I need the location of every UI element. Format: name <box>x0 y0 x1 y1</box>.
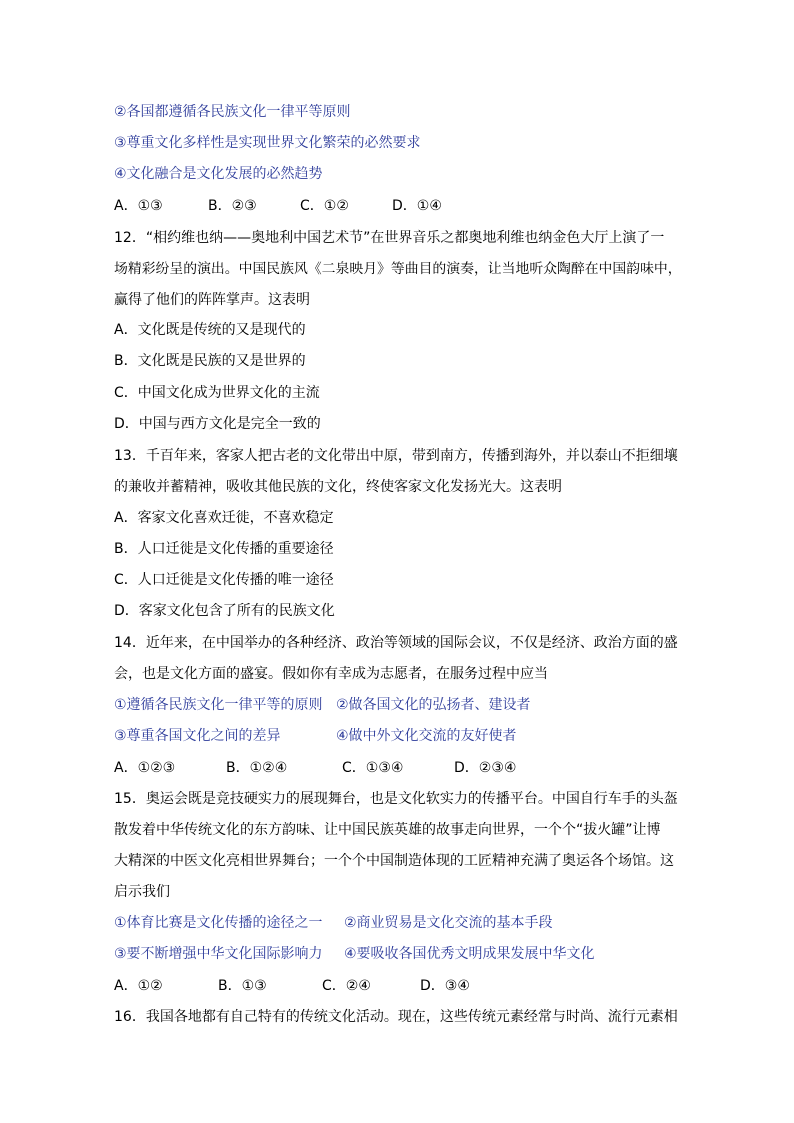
q13-stem-line-2: 的兼收并蓄精神，吸收其他民族的文化，终使客家文化发扬光大。这表明 <box>114 479 562 495</box>
q15-option-a: A．①② <box>114 978 163 994</box>
q12-stem-line-1: 12．“相约维也纳——奥地利中国艺术节”在世界音乐之都奥地利维也纳金色大厅上演了一 <box>114 230 665 246</box>
q12-option-d: D．中国与西方文化是完全一致的 <box>114 416 321 432</box>
q15-option-b: B．①③ <box>218 978 267 994</box>
q14-statement-2: ②做各国文化的弘扬者、建设者 <box>336 697 531 713</box>
q14-statement-4: ④做中外文化交流的友好使者 <box>336 728 517 744</box>
q15-statement-1: ①体育比赛是文化传播的途径之一 <box>114 915 323 931</box>
q14-statement-1: ①遵循各民族文化一律平等的原则 <box>114 697 323 713</box>
q11-options <box>114 196 442 216</box>
q15-statement-3: ③要不断增强中华文化国际影响力 <box>114 946 323 962</box>
q13-option-a: A．客家文化喜欢迁徙，不喜欢稳定 <box>114 510 334 526</box>
q15-statements-row-2 <box>114 944 595 964</box>
q15-option-c: C．②④ <box>322 978 371 994</box>
q14-option-a: A．①②③ <box>114 760 176 776</box>
q13-stem-line-1: 13．千百年来，客家人把古老的文化带出中原，带到南方，传播到海外，并以泰山不拒细壤 <box>114 448 678 464</box>
q15-option-d: D．③④ <box>420 978 470 994</box>
q15-options <box>114 976 470 996</box>
q11-statement-2: ②各国都遵循各民族文化一律平等原则 <box>114 104 351 120</box>
q15-stem-line-1: 15．奥运会既是竞技硬实力的展现舞台，也是文化软实力的传播平台。中国自行车手的头盔 <box>114 791 678 807</box>
q13-option-b: B．人口迁徙是文化传播的重要途径 <box>114 541 334 557</box>
q15-stem-line-3: 大精深的中医文化亮相世界舞台；一个个中国制造体现的工匠精神充满了奥运各个场馆。这 <box>114 853 674 869</box>
q14-stem-line-1: 14．近年来，在中国举办的各种经济、政治等领域的国际会议，不仅是经济、政治方面的盛 <box>114 635 678 651</box>
q12-option-a: A．文化既是传统的又是现代的 <box>114 322 306 338</box>
q11-option-b: B．②③ <box>208 198 257 214</box>
q15-statements-row-1 <box>114 913 553 933</box>
q15-stem-line-2: 散发着中华传统文化的东方韵味、让中国民族英雄的故事走向世界，一个个“拔火罐”让博 <box>114 822 661 838</box>
q14-statements-row-1 <box>114 695 531 715</box>
q15-statement-2: ②商业贸易是文化交流的基本手段 <box>344 915 553 931</box>
q15-stem-line-4: 启示我们 <box>114 884 170 900</box>
q11-option-a: A．①③ <box>114 198 163 214</box>
q13-option-d: D．客家文化包含了所有的民族文化 <box>114 603 335 619</box>
q11-statement-3: ③尊重文化多样性是实现世界文化繁荣的必然要求 <box>114 135 421 151</box>
q14-statements-row-2 <box>114 726 517 746</box>
q14-statement-3: ③尊重各国文化之间的差异 <box>114 728 281 744</box>
q12-stem-line-3: 赢得了他们的阵阵掌声。这表明 <box>114 292 310 308</box>
q14-option-c: C．①③④ <box>342 760 404 776</box>
q14-option-d: D．②③④ <box>454 760 517 776</box>
q14-options <box>114 758 516 778</box>
q15-statement-4: ④要吸收各国优秀文明成果发展中华文化 <box>344 946 595 962</box>
q14-stem-line-2: 会，也是文化方面的盛宴。假如你有幸成为志愿者，在服务过程中应当 <box>114 666 548 682</box>
q11-statement-4: ④文化融合是文化发展的必然趋势 <box>114 166 323 182</box>
q12-option-c: C．中国文化成为世界文化的主流 <box>114 385 320 401</box>
q13-option-c: C．人口迁徙是文化传播的唯一途径 <box>114 572 334 588</box>
q11-option-d: D．①④ <box>392 198 442 214</box>
q12-option-b: B．文化既是民族的又是世界的 <box>114 353 306 369</box>
q16-stem-line-1: 16．我国各地都有自己特有的传统文化活动。现在，这些传统元素经常与时尚、流行元素相 <box>114 1009 678 1025</box>
q14-option-b: B．①②④ <box>226 760 288 776</box>
q12-stem-line-2: 场精彩纷呈的演出。中国民族风《二泉映月》等曲目的演奏，让当地听众陶醉在中国韵味中， <box>114 261 682 277</box>
q11-option-c: C．①② <box>300 198 349 214</box>
